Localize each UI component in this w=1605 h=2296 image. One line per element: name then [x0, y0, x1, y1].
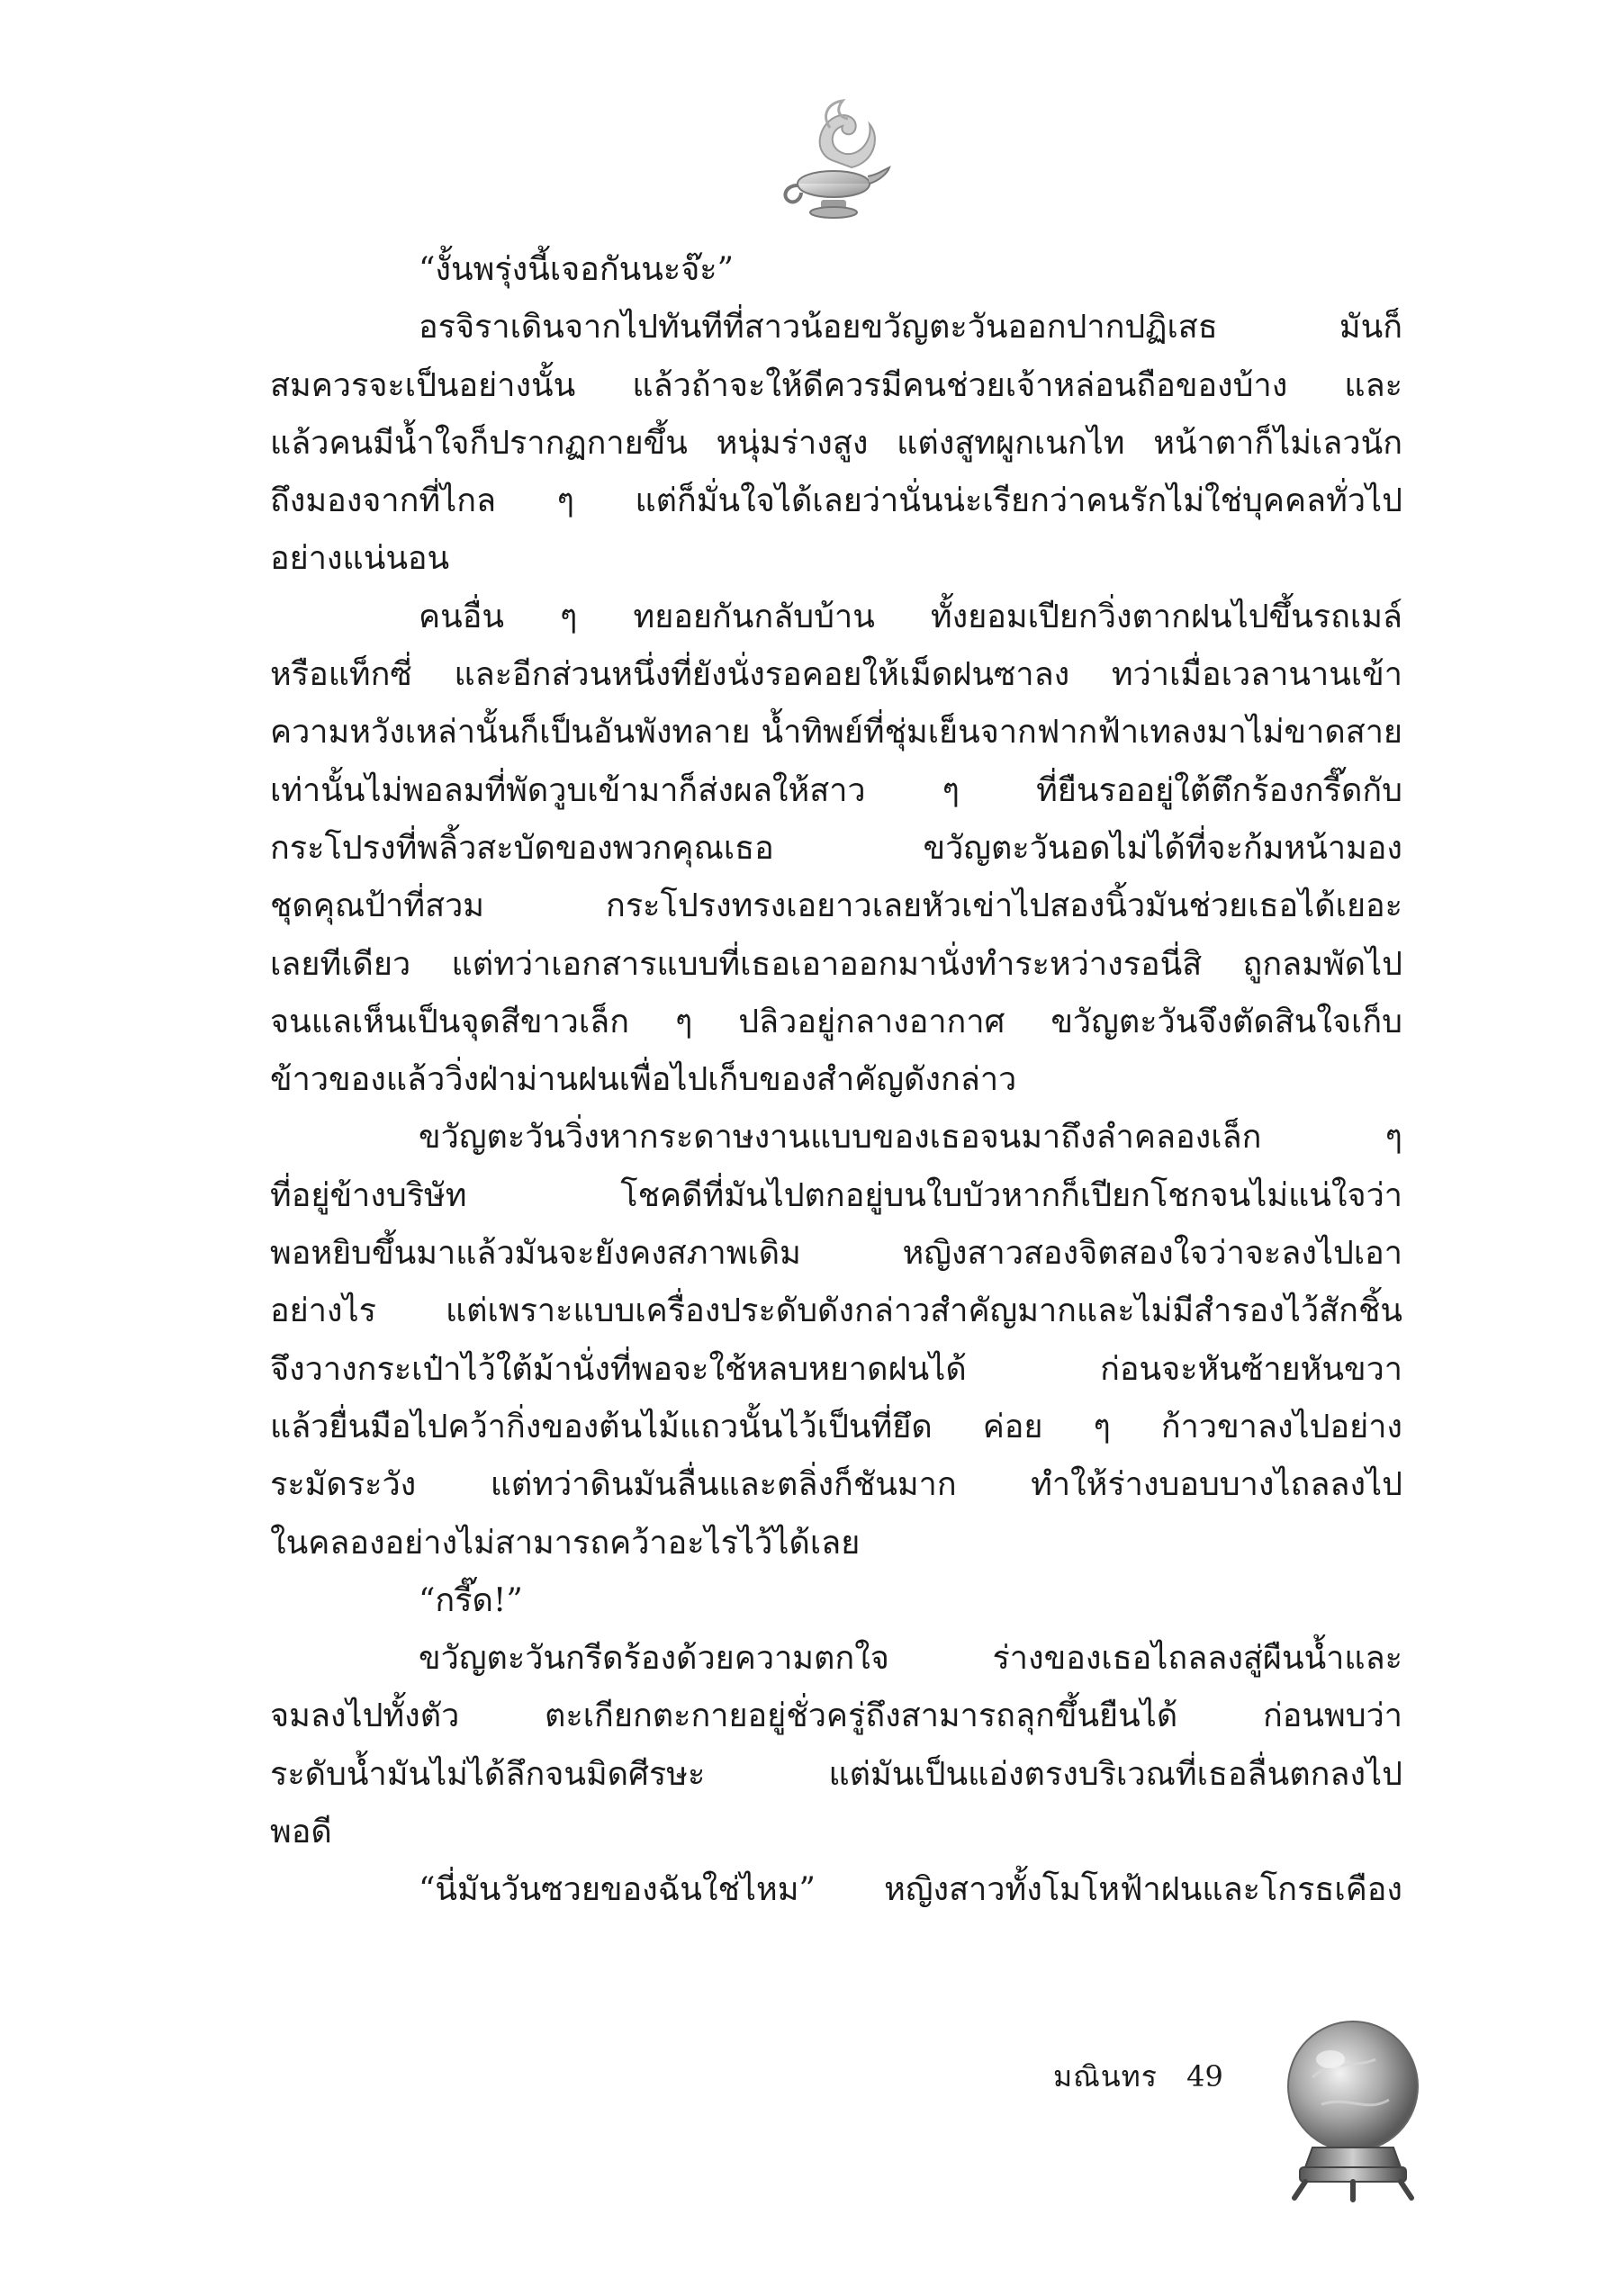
page-footer [1053, 2045, 1260, 2108]
text-line: ระดับน้ำมันไม่ได้ลึกจนมิดศีรษะ แต่มันเป็นแอ่งตรงบริเวณที่เธอลื่นตกลงไป [270, 1755, 1402, 1793]
text-line: แล้วยื่นมือไปคว้ากิ่งของต้นไม้แถวนั้นไว้เป็นที่ยึด ค่อย ๆ ก้าวขาลงไปอย่าง [270, 1408, 1402, 1445]
text-line: อย่างไร แต่เพราะแบบเครื่องประดับดังกล่าวสำคัญมากและไม่มีสำรองไว้สักชิ้น [270, 1292, 1402, 1330]
body-text [270, 241, 1402, 1920]
text-line: พอหยิบขึ้นมาแล้วมันจะยังคงสภาพเดิม หญิงสาวสองจิตสองใจว่าจะลงไปเอา [270, 1235, 1402, 1273]
text-line: เลยทีเดียว แต่ทว่าเอกสารแบบที่เธอเอาออกมานั่งทำระหว่างรอนี่สิ ถูกลมพัดไป [270, 945, 1402, 983]
text-line: อรจิราเดินจากไปทันทีที่สาวน้อยขวัญตะวันออกปากปฏิเสธ มันก็ [419, 309, 1402, 347]
page-number: 49 [1186, 2059, 1223, 2093]
text-line: ขวัญตะวันกรีดร้องด้วยความตกใจ ร่างของเธอไถลลงสู่ผืนน้ำและ [419, 1640, 1402, 1678]
text-line: ที่อยู่ข้างบริษัท โชคดีที่มันไปตกอยู่บนใบบัวหากก็เปียกโชกจนไม่แน่ใจว่า [270, 1176, 1402, 1214]
text-line: ในคลองอย่างไม่สามารถคว้าอะไรไว้ได้เลย [270, 1524, 861, 1562]
text-line: สมควรจะเป็นอย่างนั้น แล้วถ้าจะให้ดีควรมีคนช่วยเจ้าหล่อนถือของบ้าง และ [270, 366, 1402, 404]
text-line: ขวัญตะวันวิ่งหากระดาษงานแบบของเธอจนมาถึงลำคลองเล็ก ๆ [419, 1119, 1402, 1157]
crystal-ball-icon [1276, 2014, 1429, 2203]
text-line: เท่านั้นไม่พอลมที่พัดวูบเข้ามาก็ส่งผลให้สาว ๆ ที่ยืนรออยู่ใต้ตึกร้องกรี๊ดกับ [270, 771, 1402, 809]
text-line: แล้วคนมีน้ำใจก็ปรากฏกายขึ้น หนุ่มร่างสูง แต่งสูทผูกเนกไท หน้าตาก็ไม่เลวนัก [270, 424, 1402, 462]
text-line: ชุดคุณป้าที่สวม กระโปรงทรงเอยาวเลยหัวเข่าไปสองนิ้วมันช่วยเธอได้เยอะ [270, 887, 1402, 925]
genie-lamp-icon [776, 97, 891, 230]
text-line: ถึงมองจากที่ไกล ๆ แต่ก็มั่นใจได้เลยว่านั่นน่ะเรียกว่าคนรักไม่ใช่บุคคลทั่วไป [270, 482, 1402, 520]
text-line: จมลงไปทั้งตัว ตะเกียกตะกายอยู่ชั่วครู่ถึงสามารถลุกขึ้นยืนได้ ก่อนพบว่า [270, 1697, 1402, 1735]
text-line: กระโปรงที่พลิ้วสะบัดของพวกคุณเธอ ขวัญตะวันอดไม่ได้ที่จะก้มหน้ามอง [270, 829, 1402, 867]
text-line: คนอื่น ๆ ทยอยกันกลับบ้าน ทั้งยอมเปียกวิ่งตากฝนไปขึ้นรถเมล์ [419, 598, 1402, 635]
text-line: จึงวางกระเป๋าไว้ใต้ม้านั่งที่พอจะใช้หลบหยาดฝนได้ ก่อนจะหันซ้ายหันขวา [270, 1350, 1402, 1388]
text-line: ระมัดระวัง แต่ทว่าดินมันลื่นและตลิ่งก็ชันมาก ทำให้ร่างบอบบางไถลลงไป [270, 1466, 1402, 1504]
author-name: มณินทร [1053, 2059, 1158, 2093]
text-line: ข้าวของแล้ววิ่งฝ่าม่านฝนเพื่อไปเก็บของสำคัญดังกล่าว [270, 1061, 1017, 1099]
text-line: “กรี๊ด!” [419, 1581, 523, 1619]
text-line: “นี่มันวันซวยของฉันใช่ไหม” หญิงสาวทั้งโมโหฟ้าฝนและโกรธเคือง [419, 1871, 1402, 1909]
text-line: พอดี [270, 1814, 332, 1851]
text-line: “งั้นพรุ่งนี้เจอกันนะจ๊ะ” [419, 251, 735, 288]
text-line: หรือแท็กซี่ และอีกส่วนหนึ่งที่ยังนั่งรอคอยให้เม็ดฝนซาลง ทว่าเมื่อเวลานานเข้า [270, 656, 1402, 694]
text-line: ความหวังเหล่านั้นก็เป็นอันพังทลาย น้ำทิพย์ที่ชุ่มเย็นจากฟากฟ้าเทลงมาไม่ขาดสาย [270, 714, 1402, 752]
text-line: จนแลเห็นเป็นจุดสีขาวเล็ก ๆ ปลิวอยู่กลางอากาศ ขวัญตะวันจึงตัดสินใจเก็บ [270, 1003, 1402, 1040]
text-line: อย่างแน่นอน [270, 540, 450, 578]
